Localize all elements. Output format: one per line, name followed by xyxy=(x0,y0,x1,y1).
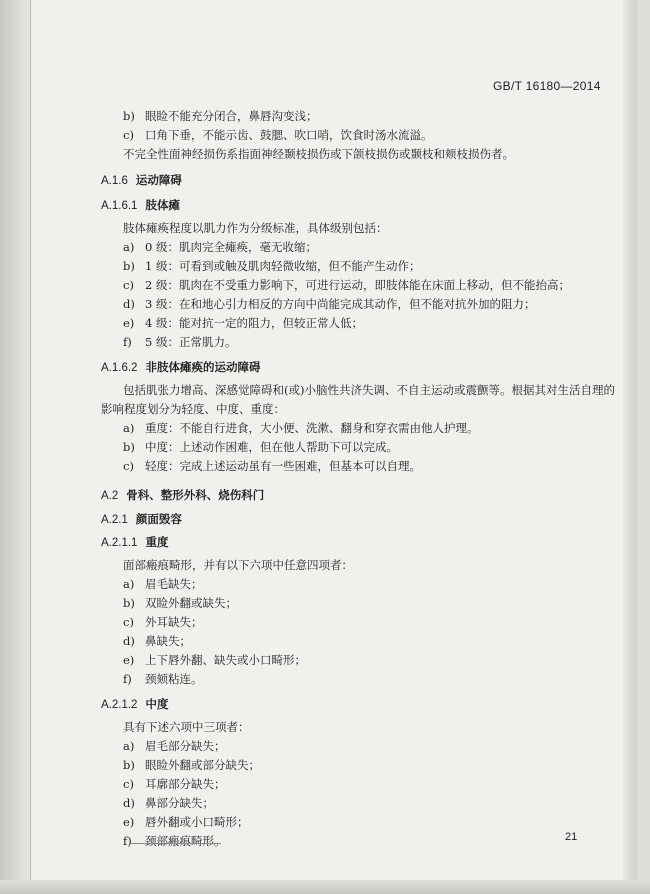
list-item xyxy=(123,615,203,629)
list-item xyxy=(123,739,226,753)
list-marker: e) xyxy=(123,815,135,829)
list-text: 颈颏粘连。 xyxy=(145,672,203,686)
section-number: A.1.6 xyxy=(101,175,128,187)
list-marker: b) xyxy=(123,259,135,273)
list-item xyxy=(123,758,260,772)
list-text: 口角下垂，不能示齿、鼓腮、吹口哨，饮食时汤水流溢。 xyxy=(145,128,433,142)
list-text: 上下唇外翻、缺失或小口畸形； xyxy=(145,653,306,667)
list-text: 颈部瘢痕畸形。 xyxy=(145,834,226,848)
list-item xyxy=(123,672,203,686)
list-text: 重度：不能自行进食，大小便、洗漱、翻身和穿衣需由他人护理。 xyxy=(145,421,479,435)
scan-left-edge xyxy=(0,0,30,894)
list-text: 0 级：肌肉完全瘫痪，毫无收缩； xyxy=(145,240,317,254)
list-marker: c) xyxy=(123,128,134,142)
list-marker: b) xyxy=(123,758,135,772)
list-marker: a) xyxy=(123,739,135,753)
section-title: 运动障碍 xyxy=(135,173,182,187)
list-text: 4 级：能对抗一定的阻力，但较正常人低； xyxy=(145,316,363,330)
section-number: A.2.1 xyxy=(101,514,128,526)
list-text: 外耳缺失； xyxy=(145,615,203,629)
list-item xyxy=(123,459,421,473)
section-number: A.1.6.2 xyxy=(101,362,138,374)
list-marker: c) xyxy=(123,615,134,629)
list-marker: c) xyxy=(123,459,134,473)
list-text: 轻度：完成上述运动虽有一些困难，但基本可以自理。 xyxy=(145,459,421,473)
list-item xyxy=(123,109,318,123)
list-item xyxy=(123,634,191,648)
list-marker: b) xyxy=(123,109,135,123)
list-marker: a) xyxy=(123,577,135,591)
list-marker: f) xyxy=(123,672,132,686)
section-heading xyxy=(101,198,180,213)
list-item xyxy=(123,421,479,435)
list-text: 中度：上述动作困难，但在他人帮助下可以完成。 xyxy=(145,440,398,454)
list-item xyxy=(123,316,363,330)
list-item xyxy=(123,240,317,254)
section-title: 骨科、整形外科、烧伤科门 xyxy=(126,488,265,502)
list-text: 眉毛部分缺失； xyxy=(145,739,226,753)
list-item xyxy=(123,335,236,349)
section-title: 颜面毁容 xyxy=(135,512,182,526)
list-marker: e) xyxy=(123,653,135,667)
section-heading xyxy=(101,488,264,503)
list-marker: d) xyxy=(123,634,135,648)
section-heading xyxy=(101,697,168,712)
list-marker: c) xyxy=(123,278,134,292)
list-text: 5 级：正常肌力。 xyxy=(145,335,237,349)
list-text: 2 级：肌肉在不受重力影响下，可进行运动，即肢体能在床面上移动，但不能抬高； xyxy=(145,278,570,292)
list-text: 眼睑外翻或部分缺失； xyxy=(145,758,260,772)
list-marker: f) xyxy=(123,834,132,848)
list-marker: d) xyxy=(123,297,135,311)
list-marker: a) xyxy=(123,421,135,435)
section-number: A.2.1.1 xyxy=(101,537,138,549)
list-text: 眼睑不能充分闭合，鼻唇沟变浅； xyxy=(145,109,318,123)
list-marker: f) xyxy=(123,335,132,349)
list-text: 眉毛缺失； xyxy=(145,577,203,591)
section-number: A.2 xyxy=(101,490,119,502)
section-title: 非肢体瘫痪的运动障碍 xyxy=(145,360,261,374)
list-text: 唇外翻或小口畸形； xyxy=(145,815,249,829)
section-heading xyxy=(101,512,182,527)
paragraph: 不完全性面神经损伤系指面神经颞枝损伤或下颌枝损伤或颞枝和颊枝损伤者。 xyxy=(123,147,514,161)
paragraph: 肢体瘫痪程度以肌力作为分级标准，具体级别包括： xyxy=(123,221,388,235)
list-item xyxy=(123,128,433,142)
list-marker: a) xyxy=(123,240,135,254)
section-title: 中度 xyxy=(145,697,169,711)
list-item xyxy=(123,653,306,667)
list-marker: b) xyxy=(123,596,135,610)
list-text: 耳廓部分缺失； xyxy=(145,777,226,791)
list-marker: b) xyxy=(123,440,135,454)
list-marker: d) xyxy=(123,796,135,810)
section-number: A.1.6.1 xyxy=(101,200,138,212)
list-item xyxy=(123,297,535,311)
section-heading xyxy=(101,535,168,550)
footer-rule xyxy=(131,843,221,844)
list-item xyxy=(123,577,203,591)
document-code: GB/T 16180—2014 xyxy=(493,79,601,93)
section-heading xyxy=(101,360,260,375)
list-text: 鼻缺失； xyxy=(145,634,191,648)
list-item xyxy=(123,278,570,292)
list-item xyxy=(123,796,214,810)
document-page xyxy=(30,0,637,894)
list-marker: e) xyxy=(123,316,135,330)
list-item xyxy=(123,777,226,791)
section-number: A.2.1.2 xyxy=(101,699,138,711)
list-item xyxy=(123,259,420,273)
scan-right-edge xyxy=(623,0,637,894)
list-item xyxy=(123,440,398,454)
paragraph: 包括肌张力增高、深感觉障碍和(或)小脑性共济失调、不自主运动或震颤等。根据其对生活自理的 xyxy=(123,383,615,397)
section-heading xyxy=(101,173,182,188)
page-number: 21 xyxy=(565,831,578,843)
scan-bottom-edge xyxy=(0,880,650,894)
section-title: 重度 xyxy=(145,535,169,549)
list-text: 3 级：在和地心引力相反的方向中尚能完成其动作，但不能对抗外加的阻力； xyxy=(145,297,536,311)
section-title: 肢体瘫 xyxy=(145,198,180,212)
list-marker: c) xyxy=(123,777,134,791)
list-text: 双睑外翻或缺失； xyxy=(145,596,237,610)
paragraph: 具有下述六项中三项者： xyxy=(123,720,250,734)
paragraph: 面部瘢痕畸形，并有以下六项中任意四项者： xyxy=(123,558,353,572)
list-item xyxy=(123,596,237,610)
list-item xyxy=(123,834,226,848)
list-item xyxy=(123,815,249,829)
list-text: 1 级：可看到或触及肌肉轻微收缩，但不能产生动作； xyxy=(145,259,421,273)
paragraph: 影响程度划分为轻度、中度、重度： xyxy=(101,402,285,416)
list-text: 鼻部分缺失； xyxy=(145,796,214,810)
